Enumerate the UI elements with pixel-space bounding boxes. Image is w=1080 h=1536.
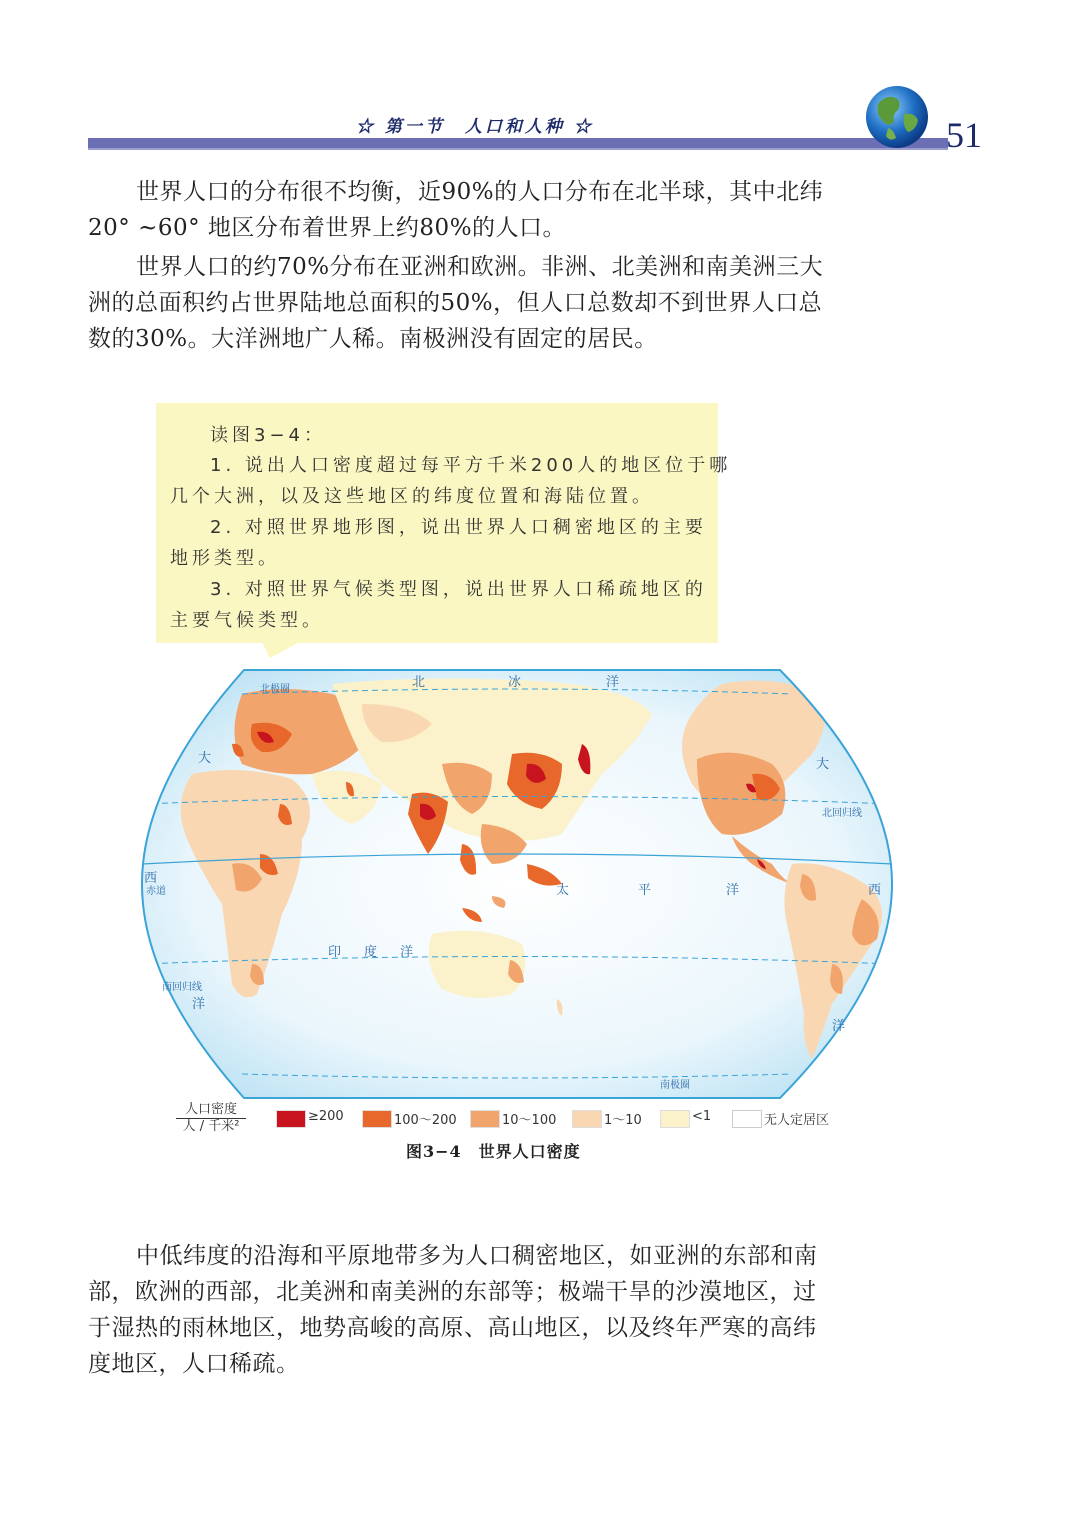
header-bar	[88, 138, 948, 148]
paragraph-density-regions: 中低纬度的沿海和平原地带多为人口稠密地区，如亚洲的东部和南部，欧洲的西部，北美洲和南美洲的东部等；极端干旱的沙漠地区，过于湿热的雨林地区，地势高峻的高原、高山地区，以及终年严寒的高纬度地区，人口稀疏。	[88, 1243, 818, 1377]
activity-heading: 读图3−4：	[210, 425, 326, 446]
legend-swatch	[276, 1110, 306, 1128]
world-population-density-map	[132, 664, 902, 1104]
page-number: 51	[946, 115, 982, 155]
legend-title-unit: 人 / 千米²	[176, 1118, 246, 1135]
legend-label: 无人定居区	[764, 1113, 830, 1128]
header-bar-thin	[88, 148, 948, 150]
activity-line: 主要气候类型。	[170, 610, 324, 631]
activity-line: 3. 对照世界气候类型图，说出世界人口稀疏地区的	[210, 579, 707, 600]
legend-swatch	[732, 1110, 762, 1128]
legend-label: 100～200	[394, 1113, 457, 1128]
legend-swatch	[470, 1110, 500, 1128]
ocean-label: 北	[412, 675, 426, 690]
ocean-label: 洋	[606, 675, 620, 690]
activity-line: 1. 说出人口密度超过每平方千米200人的地区位于哪	[210, 455, 732, 476]
legend-swatch	[660, 1110, 690, 1128]
paragraph-population-continents: 世界人口的约70%分布在亚洲和欧洲。非洲、北美洲和南美洲三大洲的总面积约占世界陆地总面积的50%，但人口总数却不到世界人口总数的30%。大洋洲地广人稀。南极洲没有固定的居民。	[88, 254, 824, 352]
ocean-label: 平	[638, 883, 652, 898]
ocean-label: 洋	[726, 883, 740, 898]
legend-label: <1	[692, 1109, 712, 1124]
activity-line: 地形类型。	[170, 548, 280, 569]
legend-label: 10～100	[502, 1113, 557, 1128]
figure-caption: 图3−4 世界人口密度	[406, 1142, 581, 1161]
globe-icon	[864, 84, 930, 150]
ocean-label: 印	[328, 945, 342, 960]
paragraph-population-latitude: 世界人口的分布很不均衡，近90%的人口分布在北半球，其中北纬20° ~60° 地区分布着世界上约80%的人口。	[88, 179, 824, 241]
legend-swatch	[362, 1110, 392, 1128]
legend-swatch	[572, 1110, 602, 1128]
activity-line: 几个大洲，以及这些地区的纬度位置和海陆位置。	[170, 486, 654, 507]
ocean-label: 洋	[400, 945, 414, 960]
ocean-label: 太	[556, 883, 570, 898]
section-title: ☆ 第一节 人口和人种 ☆	[356, 117, 594, 137]
ocean-label: 洋	[832, 1019, 846, 1034]
tropic-capricorn-label: 南回归线	[162, 982, 202, 993]
ocean-label: 大	[198, 751, 212, 766]
legend-title	[176, 1102, 246, 1135]
ocean-label: 洋	[192, 997, 206, 1012]
ocean-label: 冰	[508, 675, 522, 690]
activity-box	[156, 403, 732, 643]
tropic-cancer-label: 北回归线	[822, 808, 862, 819]
legend-label: ≥200	[308, 1109, 344, 1124]
activity-line: 2. 对照世界地形图，说出世界人口稠密地区的主要	[210, 517, 707, 538]
ocean-label: 大	[816, 757, 830, 772]
activity-box-pointer	[262, 642, 300, 658]
equator-label: 赤道	[146, 886, 166, 897]
ocean-label: 西	[868, 883, 882, 898]
page-header	[88, 90, 988, 160]
ocean-label: 度	[364, 945, 378, 960]
arctic-circle-label: 北极圈	[260, 684, 290, 695]
legend-label: 1～10	[604, 1113, 642, 1128]
antarctic-circle-label: 南极圈	[660, 1080, 690, 1091]
ocean-label: 西	[144, 871, 158, 886]
legend-title-line1: 人口密度	[184, 1102, 237, 1117]
